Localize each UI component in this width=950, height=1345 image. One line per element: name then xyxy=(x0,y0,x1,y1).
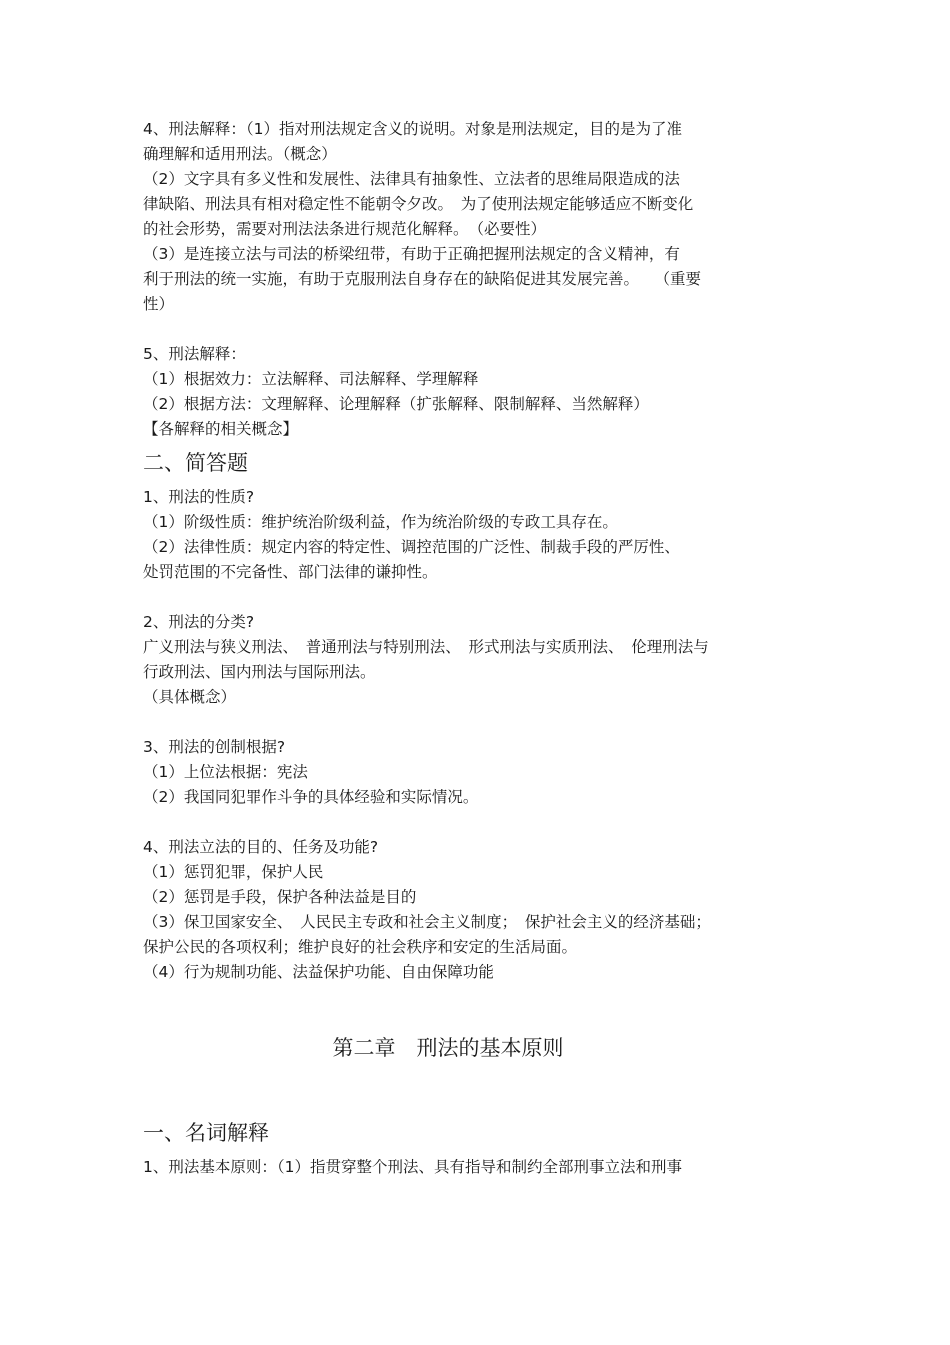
text-line: （1）上位法根据：宪法 xyxy=(143,763,308,781)
spacer xyxy=(143,585,813,610)
text-line: 的社会形势，需要对刑法法条进行规范化解释。 （必要性） xyxy=(143,220,547,238)
question-title: 4、刑法立法的目的、任务及功能? xyxy=(143,838,379,856)
short-answer-q1 xyxy=(143,485,813,585)
text-line: 保护公民的各项权利；维护良好的社会秩序和安定的生活局面。 xyxy=(143,938,578,956)
text-line: （3）保卫国家安全、 人民民主专政和社会主义制度； 保护社会主义的经济基础； xyxy=(143,913,711,931)
text-line: 广义刑法与狭义刑法、 普通刑法与特别刑法、 形式刑法与实质刑法、 伦理刑法与 xyxy=(143,638,709,656)
text-line: 性） xyxy=(143,295,175,313)
question-title: 2、刑法的分类? xyxy=(143,613,255,631)
text-line: 【各解释的相关概念】 xyxy=(143,420,299,438)
question-title: 1、刑法的性质? xyxy=(143,488,255,506)
text-line: （具体概念） xyxy=(143,688,237,706)
page-content xyxy=(143,117,813,1180)
spacer xyxy=(143,810,813,835)
text-line: （2）根据方法：文理解释、论理解释（扩张解释、限制解释、当然解释） xyxy=(143,395,649,413)
text-line: 处罚范围的不完备性、部门法律的谦抑性。 xyxy=(143,563,438,581)
text-line: （2）惩罚是手段，保护各种法益是目的 xyxy=(143,888,417,906)
text-line: （1）阶级性质：维护统治阶级利益，作为统治阶级的专政工具存在。 xyxy=(143,513,618,531)
text-line: 4、刑法解释：（1）指对刑法规定含义的说明。对象是刑法规定，目的是为了准 xyxy=(143,120,682,138)
text-line: （3）是连接立法与司法的桥梁纽带，有助于正确把握刑法规定的含义精神，有 xyxy=(143,245,680,263)
text-line: 5、刑法解释： xyxy=(143,345,246,363)
short-answer-q3 xyxy=(143,735,813,810)
text-line: 利于刑法的统一实施，有助于克服刑法自身存在的缺陷促进其发展完善。 （重要 xyxy=(143,270,702,288)
text-line: （4）行为规制功能、法益保护功能、自由保障功能 xyxy=(143,963,494,981)
text-line: （2）文字具有多义性和发展性、法律具有抽象性、立法者的思维局限造成的法 xyxy=(143,170,680,188)
question-title: 3、刑法的创制根据? xyxy=(143,738,286,756)
text-line: 律缺陷、刑法具有相对稳定性不能朝令夕改。 为了使刑法规定能够适应不断变化 xyxy=(143,195,694,213)
chapter-title: 第二章 刑法的基本原则 xyxy=(332,1036,564,1060)
short-answer-q4 xyxy=(143,835,813,985)
text-line: （2）法律性质：规定内容的特定性、调控范围的广泛性、制裁手段的严厉性、 xyxy=(143,538,680,556)
interpretation-q5 xyxy=(143,342,813,442)
spacer xyxy=(143,710,813,735)
spacer xyxy=(143,1064,813,1116)
section-heading-terms: 一、名词解释 xyxy=(143,1121,269,1145)
text-line: （1）根据效力：立法解释、司法解释、学理解释 xyxy=(143,370,479,388)
interpretation-q4 xyxy=(143,117,813,317)
spacer xyxy=(143,317,813,342)
short-answer-q2 xyxy=(143,610,813,710)
text-line: 行政刑法、国内刑法与国际刑法。 xyxy=(143,663,376,681)
text-line: （1）惩罚犯罪，保护人民 xyxy=(143,863,324,881)
section-heading-short-answer: 二、简答题 xyxy=(143,451,248,475)
text-line: 1、刑法基本原则：（1）指贯穿整个刑法、具有指导和制约全部刑事立法和刑事 xyxy=(143,1158,682,1176)
text-line: （2）我国同犯罪作斗争的具体经验和实际情况。 xyxy=(143,788,479,806)
text-line: 确理解和适用刑法。（概念） xyxy=(143,145,337,163)
spacer xyxy=(143,985,813,1032)
